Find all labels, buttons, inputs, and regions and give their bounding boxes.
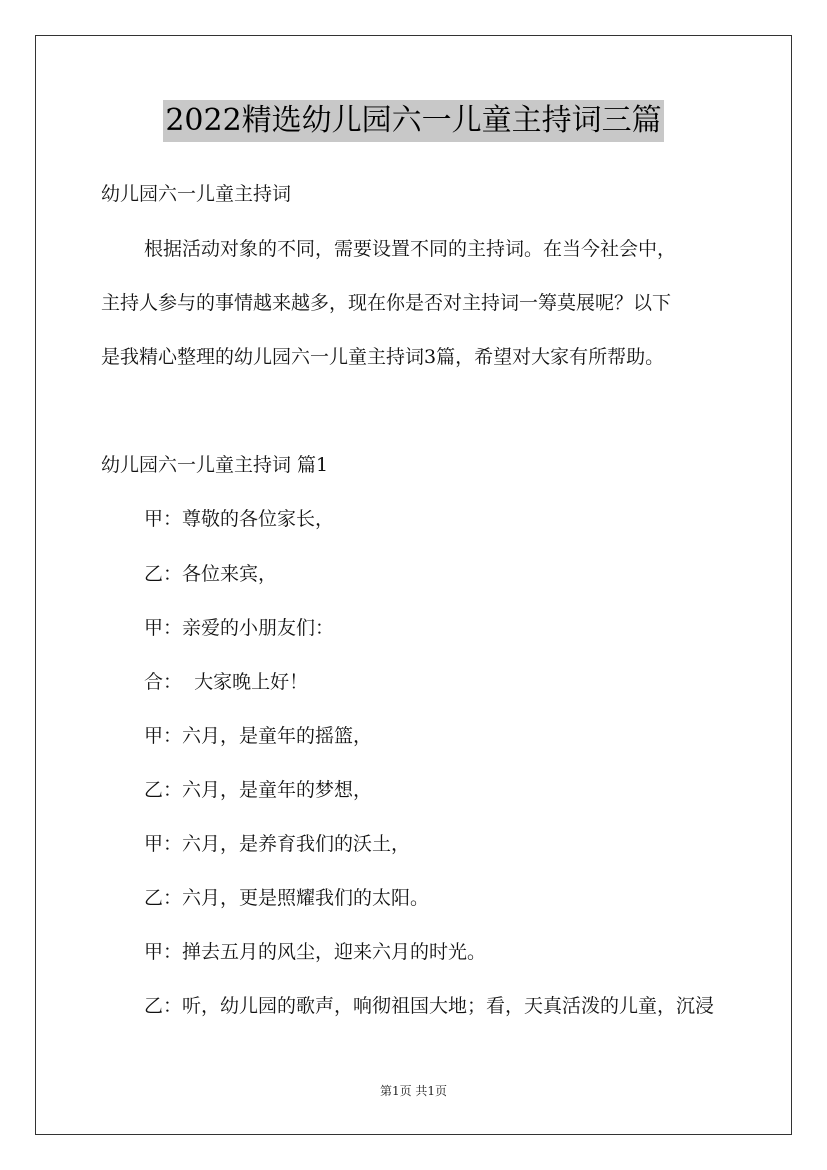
dialogue-line: 甲：尊敬的各位家长， [144, 508, 335, 530]
intro-line: 主持人参与的事情越来越多，现在你是否对主持词一筹莫展呢？以下 [101, 292, 672, 314]
dialogue-line: 甲：六月，是养育我们的沃土， [144, 833, 411, 855]
document-title: 2022精选幼儿园六一儿童主持词三篇 [163, 100, 663, 142]
dialogue-line: 乙：听，幼儿园的歌声，响彻祖国大地；看，天真活泼的儿童，沉浸 [144, 995, 715, 1017]
dialogue-line: 甲：亲爱的小朋友们： [144, 617, 335, 639]
intro-line: 根据活动对象的不同，需要设置不同的主持词。在当今社会中， [144, 238, 677, 260]
dialogue-line: 合： 大家晚上好！ [144, 671, 309, 693]
section-heading: 幼儿园六一儿童主持词 篇1 [101, 454, 329, 476]
document-subtitle: 幼儿园六一儿童主持词 [101, 183, 292, 205]
dialogue-line: 甲：六月，是童年的摇篮， [144, 725, 373, 747]
dialogue-line: 乙：六月，更是照耀我们的太阳。 [144, 887, 430, 909]
page-footer: 第1页 共1页 [379, 1084, 448, 1098]
intro-line: 是我精心整理的幼儿园六一儿童主持词3篇，希望对大家有所帮助。 [101, 346, 665, 368]
dialogue-line: 乙：各位来宾， [144, 563, 278, 585]
dialogue-line: 甲：掸去五月的风尘，迎来六月的时光。 [144, 941, 487, 963]
dialogue-line: 乙：六月，是童年的梦想， [144, 779, 373, 801]
title-container [0, 100, 827, 142]
